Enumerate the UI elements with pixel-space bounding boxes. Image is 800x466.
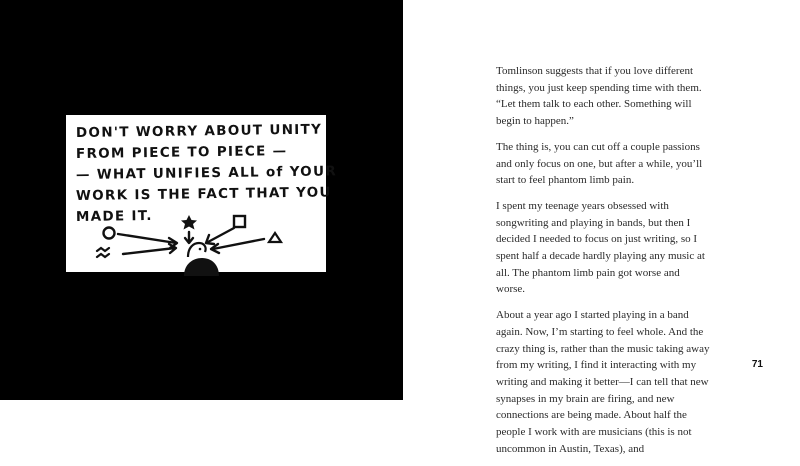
star-icon xyxy=(181,215,197,230)
illustration-text-line: DON'T WORRY ABOUT UNITY xyxy=(75,121,323,141)
left-page xyxy=(0,0,403,400)
arrow-icon xyxy=(118,228,264,254)
paragraph: About a year ago I started playing in a band again. Now, I’m starting to feel whole. And the crazy thing is, rather than the music taking away from my writing, I find it interacting with my writing and making it better—I can tell that new synapses in my brain are firing, and new connections are being made. About half the people I work with are musicians (this is not uncommon in Austin, Texas), and xyxy=(496,309,710,455)
paragraph: I spent my teenage years obsessed with songwriting and playing in bands, but then I decided I needed to focus on just writing, so I spent half a decade hardly playing any music at all. The phantom limb pain got worse and worse. xyxy=(496,199,705,296)
body-text xyxy=(496,63,711,466)
illustration-text-line: WORK IS THE FACT THAT YOU xyxy=(75,184,332,204)
square-icon xyxy=(234,216,245,227)
circle-icon xyxy=(104,228,115,239)
illustration-text-line: FROM PIECE TO PIECE — xyxy=(75,143,288,162)
paragraph: The thing is, you can cut off a couple passions and only focus on one, but after a while, you’ll start to feel phantom limb pain. xyxy=(496,140,703,187)
triangle-icon xyxy=(269,233,281,242)
hand-drawn-illustration xyxy=(64,113,338,274)
squiggle-icon xyxy=(97,248,109,257)
illustration-text-line: — WHAT UNIFIES ALL of YOUR xyxy=(75,163,338,183)
page-number: 71 xyxy=(751,359,763,370)
illustration-text-line: MADE IT. xyxy=(75,207,153,225)
paragraph: Tomlinson suggests that if you love different things, you just keep spending time with them. “Let them talk to each other. Something will begin to happen.” xyxy=(496,65,702,128)
doodle-drawing xyxy=(66,115,330,276)
